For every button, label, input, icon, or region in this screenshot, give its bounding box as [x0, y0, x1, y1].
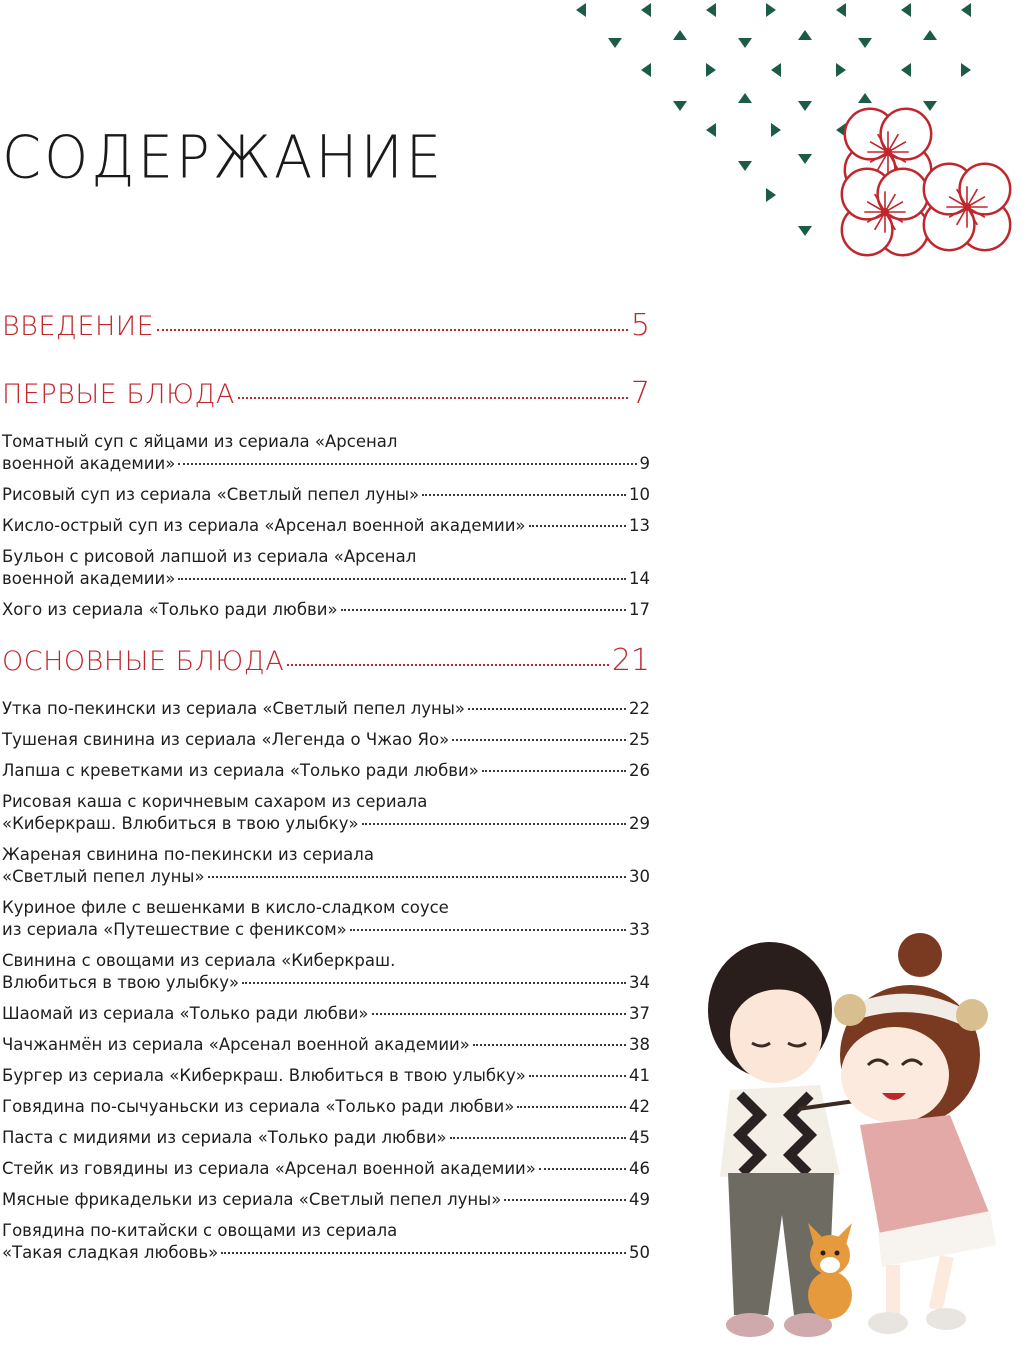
entry-text-line: Рисовая каша с коричневым сахаром из сериала: [2, 792, 428, 811]
dot-leader: [504, 1199, 626, 1201]
toc-entry: [2, 1220, 650, 1264]
toc-entry: [2, 1003, 650, 1025]
triangle-icon: [766, 3, 776, 17]
triangle-icon: [836, 63, 846, 77]
entry-page-number: 10: [629, 485, 650, 504]
entry-page-number: 42: [629, 1097, 650, 1116]
entry-row: [2, 515, 650, 537]
entry-row: [2, 1003, 650, 1025]
entry-text-line: Куриное филе с вешенками в кисло-сладком соусе: [2, 898, 449, 917]
section-title: ВВЕДЕНИЕ: [2, 311, 155, 342]
triangle-icon: [923, 30, 937, 40]
triangle-icon: [766, 188, 776, 202]
red-flower-icon: [842, 169, 928, 255]
entry-row: [2, 972, 650, 994]
entry-page-number: 17: [629, 600, 650, 619]
entry-row: [2, 1127, 650, 1149]
triangle-icon: [961, 63, 971, 77]
toc-entry: [2, 1127, 650, 1149]
entry-text-line: Рисовый суп из сериала «Светлый пепел луны»: [2, 485, 420, 504]
dot-leader: [238, 397, 628, 399]
triangle-icon: [706, 63, 716, 77]
entry-text-line: военной академии»: [2, 569, 176, 588]
section-heading: [2, 376, 650, 422]
entry-page-number: 22: [629, 699, 650, 718]
triangle-icon: [706, 3, 716, 17]
entry-page-number: 34: [629, 973, 650, 992]
toc-entry: [2, 844, 650, 888]
entry-page-number: 50: [629, 1243, 650, 1262]
dot-leader: [539, 1168, 626, 1170]
entry-page-number: 33: [629, 920, 650, 939]
toc-section: [2, 643, 650, 1264]
triangle-icon: [673, 30, 687, 40]
triangle-icon: [738, 93, 752, 103]
triangle-icon: [798, 30, 812, 40]
triangle-icon: [641, 63, 651, 77]
triangle-icon: [901, 63, 911, 77]
triangle-icon: [641, 3, 651, 17]
dot-leader: [468, 708, 626, 710]
dot-leader: [208, 876, 626, 878]
red-flower-icon: [924, 164, 1010, 250]
dot-leader: [341, 609, 626, 611]
entry-page-number: 38: [629, 1035, 650, 1054]
triangle-icon: [961, 3, 971, 17]
entry-text-line: Стейк из говядины из сериала «Арсенал военной академии»: [2, 1159, 536, 1178]
entry-text-line: Влюбиться в твою улыбку»: [2, 973, 240, 992]
entry-row: [2, 813, 650, 835]
triangle-icon: [738, 38, 752, 48]
entry-text-line: Говядина по-сычуаньски из сериала «Только ради любви»: [2, 1097, 515, 1116]
triangle-icon: [798, 226, 812, 236]
entry-row: [2, 760, 650, 782]
triangle-icon: [608, 38, 622, 48]
entry-row: [2, 599, 650, 621]
toc-entry: [2, 698, 650, 720]
dot-leader: [221, 1252, 626, 1254]
triangle-pattern: [560, 0, 1033, 270]
entry-text-line: Жареная свинина по-пекински из сериала: [2, 845, 374, 864]
anime-couple-illustration: [690, 915, 1020, 1345]
toc-entry: [2, 729, 650, 751]
triangle-icon: [923, 101, 937, 111]
section-page-number: 21: [611, 643, 650, 678]
entry-text-line: Свинина с овощами из сериала «Киберкраш.: [2, 951, 396, 970]
entry-text-line: военной академии»: [2, 454, 176, 473]
dot-leader: [482, 770, 626, 772]
entry-text-line: «Такая сладкая любовь»: [2, 1243, 219, 1262]
toc-entry: [2, 515, 650, 537]
dot-leader: [157, 329, 628, 331]
entry-text-line: Кисло-острый суп из сериала «Арсенал военной академии»: [2, 516, 526, 535]
entry-page-number: 37: [629, 1004, 650, 1023]
toc-entry: [2, 791, 650, 835]
entry-page-number: 30: [629, 867, 650, 886]
entry-text-line: «Светлый пепел луны»: [2, 867, 205, 886]
section-title: ОСНОВНЫЕ БЛЮДА: [2, 646, 285, 677]
entry-row: [2, 1189, 650, 1211]
toc-entry: [2, 484, 650, 506]
entry-text-line: Бульон с рисовой лапшой из сериала «Арсенал: [2, 547, 417, 566]
entry-text-line: Хого из сериала «Только ради любви»: [2, 600, 338, 619]
toc-entry: [2, 1158, 650, 1180]
toc-entry: [2, 760, 650, 782]
dot-leader: [178, 578, 626, 580]
entry-row: [2, 1096, 650, 1118]
toc-entry: [2, 1096, 650, 1118]
entry-row: [2, 866, 650, 888]
triangle-icon: [858, 38, 872, 48]
section-page-number: 7: [630, 376, 650, 411]
triangle-icon: [706, 123, 716, 137]
entry-row: [2, 1242, 650, 1264]
triangle-icon: [673, 101, 687, 111]
entry-row: [2, 729, 650, 751]
entry-page-number: 45: [629, 1128, 650, 1147]
triangle-icon: [771, 123, 781, 137]
entry-page-number: 25: [629, 730, 650, 749]
entry-row: [2, 1034, 650, 1056]
triangle-icon: [836, 3, 846, 17]
dot-leader: [529, 1075, 626, 1077]
triangle-icon: [738, 161, 752, 171]
entry-page-number: 13: [629, 516, 650, 535]
entry-page-number: 14: [629, 569, 650, 588]
toc-entry: [2, 1189, 650, 1211]
section-title: ПЕРВЫЕ БЛЮДА: [2, 379, 235, 410]
entry-page-number: 46: [629, 1159, 650, 1178]
entry-row: [2, 1158, 650, 1180]
entry-row: [2, 1065, 650, 1087]
dot-leader: [450, 1137, 626, 1139]
entry-text-line: Томатный суп с яйцами из сериала «Арсенал: [2, 432, 398, 451]
triangle-icon: [771, 63, 781, 77]
dot-leader: [362, 823, 626, 825]
girl-figure: [834, 933, 996, 1334]
dot-leader: [350, 929, 626, 931]
entry-row: [2, 919, 650, 941]
dot-leader: [372, 1013, 626, 1015]
entry-text-line: «Киберкраш. Влюбиться в твою улыбку»: [2, 814, 359, 833]
entry-page-number: 41: [629, 1066, 650, 1085]
entry-page-number: 26: [629, 761, 650, 780]
toc-entry: [2, 546, 650, 590]
section-page-number: 5: [630, 308, 650, 343]
entry-text-line: Бургер из сериала «Киберкраш. Влюбиться в твою улыбку»: [2, 1066, 526, 1085]
table-of-contents: [2, 308, 650, 1286]
toc-entry: [2, 950, 650, 994]
entry-text-line: Утка по-пекински из сериала «Светлый пепел луны»: [2, 699, 465, 718]
entry-text-line: Мясные фрикадельки из сериала «Светлый пепел луны»: [2, 1190, 502, 1209]
entry-row: [2, 453, 650, 475]
toc-section: [2, 308, 650, 354]
entry-text-line: из сериала «Путешествие с фениксом»: [2, 920, 347, 939]
triangle-icon: [798, 154, 812, 164]
dot-leader: [517, 1106, 626, 1108]
toc-entry: [2, 1034, 650, 1056]
dot-leader: [178, 463, 636, 465]
dot-leader: [422, 494, 626, 496]
entry-row: [2, 484, 650, 506]
dot-leader: [473, 1044, 626, 1046]
toc-entry: [2, 1065, 650, 1087]
entry-text-line: Тушеная свинина из сериала «Легенда о Чжао Яо»: [2, 730, 450, 749]
dot-leader: [287, 664, 609, 666]
entry-row: [2, 698, 650, 720]
entry-row: [2, 568, 650, 590]
toc-section: [2, 376, 650, 621]
entry-text-line: Шаомай из сериала «Только ради любви»: [2, 1004, 369, 1023]
triangle-icon: [798, 101, 812, 111]
entry-text-line: Паста с мидиями из сериала «Только ради любви»: [2, 1128, 447, 1147]
toc-entry: [2, 897, 650, 941]
entry-page-number: 29: [629, 814, 650, 833]
page-title: СОДЕРЖАНИЕ: [2, 124, 445, 193]
toc-entry: [2, 599, 650, 621]
entry-page-number: 9: [639, 454, 650, 473]
triangle-icon: [901, 3, 911, 17]
entry-text-line: Лапша с креветками из сериала «Только ради любви»: [2, 761, 479, 780]
section-heading: [2, 643, 650, 689]
toc-entry: [2, 431, 650, 475]
triangle-icon: [858, 93, 872, 103]
dot-leader: [242, 982, 626, 984]
entry-page-number: 49: [629, 1190, 650, 1209]
dot-leader: [529, 525, 626, 527]
triangle-icon: [576, 3, 586, 17]
section-heading: [2, 308, 650, 354]
entry-text-line: Говядина по-китайски с овощами из сериала: [2, 1221, 398, 1240]
entry-text-line: Чачжанмён из сериала «Арсенал военной академии»: [2, 1035, 470, 1054]
dot-leader: [452, 739, 626, 741]
